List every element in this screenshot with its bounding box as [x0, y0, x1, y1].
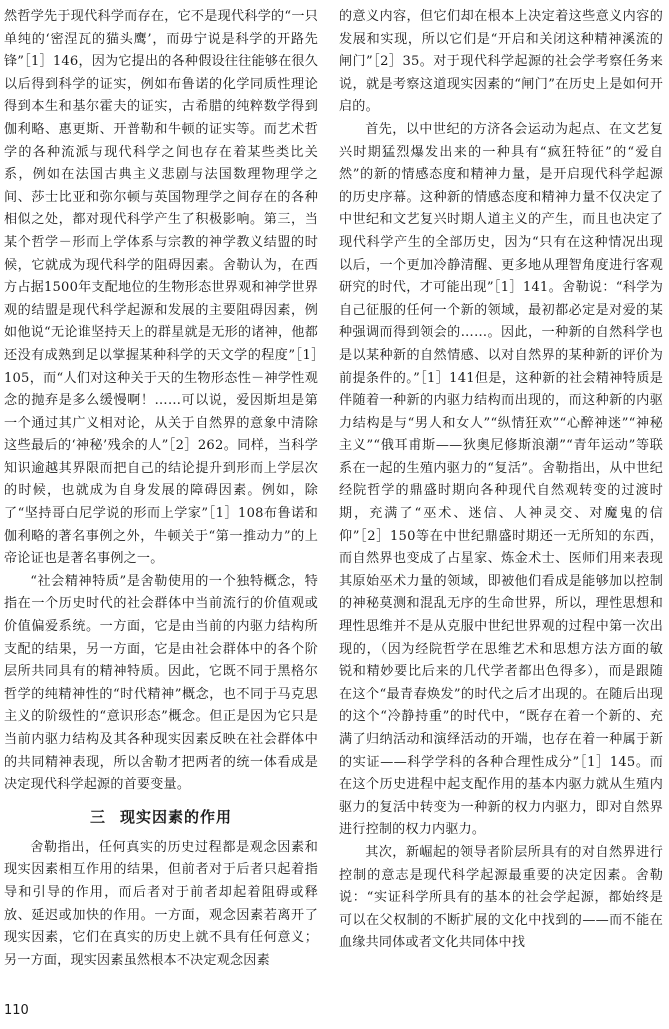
body-paragraph: 的意义内容，但它们却在根本上决定着这些意义内容的发展和实现，所以它们是“开启和关闭这种精神溪流的闸门”［2］35。对于现代科学起源的社会学考察任务来说，就是考察这道现实因素的“闸门”在历史上是如何开启的。 [339, 9, 663, 115]
body-paragraph: 首先，以中世纪的方济各会运动为起点、在文艺复兴时期猛烈爆发出来的一种具有“疯狂特征”的“爱自然”的新的情感态度和精神力量，是开启现代科学起源的历史序幕。这种新的情感态度和精神力量不仅决定了中世纪和文艺复兴时期人道主义的产生，而且也决定了现代科学产生的全部历史，因为“只有在这种情况出现以后，一个更加冷静清醒、更多地从理智角度进行客观研究的时代，才可能出现”［1］141。舍勒说：“科学为自己征服的任何一个新的领域，最初都必定是对爱的某种强调而得到领会的……。因此，一种新的自然科学也是以某种新的自然情感、以对自然界的某种新的评价为前提条件的。”［1］141但是，这种新的社会精神特质是伴随着一种新的内驱力结构而出现的，而这种新的内驱力结构是与“男人和女人”“纵情狂欢”“心醉神迷”“神秘主义”“俄耳甫斯——狄奥尼修斯浪潮”“青年运动”等联系在一起的生殖内驱力的“复活”。舍勒指出，从中世纪经院哲学的鼎盛时期向各种现代自然观转变的过渡时期，充满了“巫术、迷信、人神灵交、对魔鬼的信仰”［2］150等在中世纪鼎盛时期还一无所知的东西，而自然界也变成了占星家、炼金术士、医师们用来表现其原始巫术力量的领域，即被他们看成是能够加以控制的神秘莫测和混乱无序的生命世界，所以，理性思想和理性思维并不是从克服中世纪世界观的过程中第一次出现的，（因为经院哲学在思维艺术和思想方法方面的敏锐和精妙要比后来的几代学者都出色得多），而是跟随在这个“最青春焕发”的时代之后才出现的。在随后出现的这个“冷静持重”的时代中，“既存在着一个新的、充满了归纳活动和演绎活动的开端，也存在着一种属于新的实证——科学学科的各种合理性成分”［1］145。而在这个历史进程中起支配作用的基本内驱力就从生殖内驱力的复活中转变为一种新的权力内驱力，即对自然界进行控制的权力内驱力。 [339, 121, 663, 838]
page-number: 110 [4, 1003, 29, 1018]
body-paragraph: 舍勒指出，任何真实的历史过程都是观念因素和现实因素相互作用的结果，但前者对于后者只起着指导和引导的作用，而后者对于前者却起着阻碍或释放、延迟或加快的作用。一方面，观念因素若离开了现实因素，它们在真实的历史上就不具有任何意义；另一方面，现实因素虽然根本不决定观念因素 [4, 839, 318, 968]
body-paragraph: “社会精神特质”是舍勒使用的一个独特概念，特指在一个历史时代的社会群体中当前流行的价值观或价值偏爱系统。一方面，它是由当前的内驱力结构所支配的结果，另一方面，它是由社会群体中的各个阶层所共同具有的精神特质。因此，它既不同于黑格尔哲学的纯精神性的“时代精神”概念，也不同于马克思主义的阶级性的“意识形态”概念。但正是因为它只是当前内驱力结构及其各种现实因素反映在社会群体中的共同精神表现，所以舍勒才把两者的统一体看成是决定现代科学起源的首要变量。 [4, 573, 318, 793]
section-heading [4, 805, 318, 829]
body-paragraph: 其次，新崛起的领导者阶层所具有的对自然界进行控制的意志是现代科学起源最重要的决定因素。舍勒说：“实证科学所具有的基本的社会学起源，都始终是可以在父权制的不断扩展的文化中找到的——而不能在血缘共同体或者文化共同体中找 [339, 844, 663, 951]
section-number: 三 [89, 807, 106, 826]
section-title: 现实因素的作用 [120, 807, 233, 826]
left-column [4, 6, 318, 972]
right-column [339, 6, 663, 955]
body-paragraph: 然哲学先于现代科学而存在，它不是现代科学的“一只单纯的‘密涅瓦的猫头鹰’，而毋宁说是科学的开路先锋”［1］146，因为它提出的各种假设往往能够在很久以后得到科学的证实，例如布鲁诺的化学同质性理论得到本生和基尔霍夫的证实，古希腊的纯粹数学得到伽利略、惠更斯、开普勒和牛顿的证实等。而艺术哲学的各种流派与现代科学之间也存在着某些类比关系，例如在法国古典主义悲剧与法国数理物理学之间、莎士比亚和弥尔顿与英国物理学之间存在的各种相似之处，都对现代科学产生了积极影响。第三，当某个哲学－形而上学体系与宗教的神学教义结盟的时候，它就成为现代科学的阻碍因素。舍勒认为，在西方占据1500年支配地位的生物形态世界观和神学世界观的结盟是现代科学起源和发展的主要阻碍因素，例如他说“无论谁坚持天上的群星就是无形的诸神，他都还没有成熟到足以掌握某种科学的天文学的程度”［1］105，而“人们对这种关于天的生物形态性－神学性观念的抛弃是多么缓慢啊！……可以说，爱因斯坦是第一个通过其广义相对论，从关于自然界的意象中清除这些最后的‘神秘’残余的人”［2］262。同样，当科学知识逾越其界限而把自己的结论提升到形而上学层次的时候，也就成为自身发展的障碍因素。例如，除了“坚持哥白尼学说的形而上学家”［1］108布鲁诺和伽利略的著名事例之外，牛顿关于“第一推动力”的上帝论证也是著名事例之一。 [4, 9, 318, 567]
